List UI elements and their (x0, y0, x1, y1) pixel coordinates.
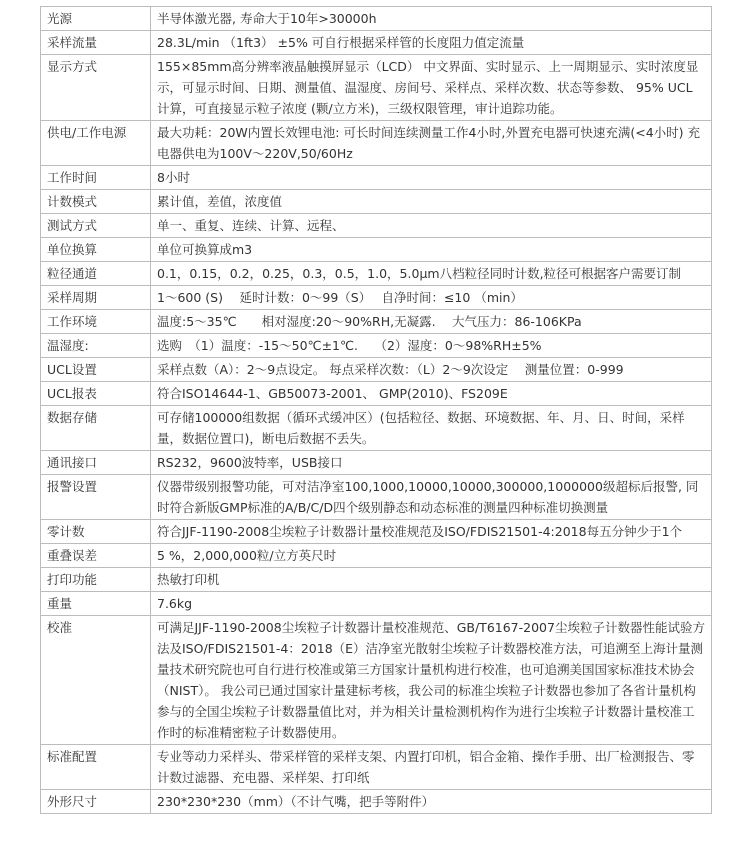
table-row (41, 286, 712, 310)
spec-value: 半导体激光器, 寿命大于10年>30000h (151, 7, 712, 31)
table-row (41, 31, 712, 55)
spec-value: 专业等动力采样头、带采样管的采样支架、内置打印机，铝合金箱、操作手册、出厂检测报告、零计数过滤器、充电器、采样架、打印纸 (151, 745, 712, 790)
spec-label: UCL设置 (41, 358, 151, 382)
spec-label: 标准配置 (41, 745, 151, 790)
table-row (41, 121, 712, 166)
spec-value: 仪器带级别报警功能，可对洁净室100,1000,10000,10000,300000,1000000级超标后报警, 同时符合新版GMP标准的A/B/C/D四个级别静态和动态标准的测量四种标准切换测量 (151, 475, 712, 520)
spec-value: 温度:5～35℃ 相对湿度:20～90%RH,无凝露. 大气压力：86-106KPa (151, 310, 712, 334)
spec-label: 温湿度: (41, 334, 151, 358)
table-row (41, 745, 712, 790)
spec-label: 工作时间 (41, 166, 151, 190)
spec-value: 采样点数（A）：2～9点设定。 每点采样次数：（L）2～9次设定 测量位置：0-999 (151, 358, 712, 382)
spec-label: 粒径通道 (41, 262, 151, 286)
table-row (41, 544, 712, 568)
table-row (41, 592, 712, 616)
table-row (41, 238, 712, 262)
spec-value: RS232，9600波特率，USB接口 (151, 451, 712, 475)
spec-value: 符合JJF-1190-2008尘埃粒子计数器计量校准规范及ISO/FDIS21501-4:2018每五分钟少于1个 (151, 520, 712, 544)
spec-label: 数据存储 (41, 406, 151, 451)
spec-label: 通讯接口 (41, 451, 151, 475)
spec-value: 符合ISO14644-1、GB50073-2001、 GMP(2010)、FS209E (151, 382, 712, 406)
spec-value: 1～600 (S) 延时计数：0～99（S） 自净时间：≤10 （min） (151, 286, 712, 310)
table-row (41, 214, 712, 238)
table-row (41, 166, 712, 190)
spec-value: 选购 （1）温度：-15～50℃±1℃. （2）湿度：0～98%RH±5% (151, 334, 712, 358)
spec-value: 可存储100000组数据（循环式缓冲区）(包括粒径、数据、环境数据、年、月、日、时间，采样量，数据位置口)，断电后数据不丢失。 (151, 406, 712, 451)
spec-label: 外形尺寸 (41, 790, 151, 814)
table-row (41, 475, 712, 520)
spec-label: 报警设置 (41, 475, 151, 520)
spec-value: 28.3L/min （1ft3） ±5% 可自行根据采样管的长度阻力值定流量 (151, 31, 712, 55)
spec-value: 0.1，0.15，0.2，0.25，0.3，0.5，1.0，5.0μm八档粒径同时计数,粒径可根据客户需要订制 (151, 262, 712, 286)
spec-label: 光源 (41, 7, 151, 31)
table-row (41, 568, 712, 592)
spec-value: 热敏打印机 (151, 568, 712, 592)
table-row (41, 310, 712, 334)
spec-label: 采样周期 (41, 286, 151, 310)
spec-label: 校准 (41, 616, 151, 745)
spec-value: 单一、重复、连续、计算、远程、 (151, 214, 712, 238)
spec-value: 8小时 (151, 166, 712, 190)
table-row (41, 55, 712, 121)
spec-label: 显示方式 (41, 55, 151, 121)
spec-label: 单位换算 (41, 238, 151, 262)
table-row (41, 382, 712, 406)
spec-label: 重量 (41, 592, 151, 616)
spec-value: 单位可换算成m3 (151, 238, 712, 262)
spec-value: 最大功耗：20W内置长效锂电池: 可长时间连续测量工作4小时,外置充电器可快速充满(<4小时) 充电器供电为100V～220V,50/60Hz (151, 121, 712, 166)
table-row (41, 616, 712, 745)
spec-label: 采样流量 (41, 31, 151, 55)
spec-label: 工作环境 (41, 310, 151, 334)
table-row (41, 520, 712, 544)
spec-label: 打印功能 (41, 568, 151, 592)
spec-label: 重叠误差 (41, 544, 151, 568)
table-row (41, 451, 712, 475)
table-row (41, 190, 712, 214)
table-row (41, 262, 712, 286)
spec-value: 7.6kg (151, 592, 712, 616)
table-row (41, 7, 712, 31)
spec-label: UCL报表 (41, 382, 151, 406)
spec-value: 可满足JJF-1190-2008尘埃粒子计数器计量校准规范、GB/T6167-2007尘埃粒子计数器性能试验方法及ISO/FDIS21501-4：2018（E）洁净室光散射尘埃粒子计数器校准方法，可追溯至上海计量测量技术研究院也可自行进行校准或第三方国家计量机构进行校准，也可追溯美国国家标准技术协会（NIST）。 我公司已通过国家计量建标考核，我公司的标准尘埃粒子计数器也参加了各省计量机构参与的全国尘埃粒子计数器量值比对，并为相关计量检测机构作为进行尘埃粒子计数器计量校准工作时的标准精密粒子计数器使用。 (151, 616, 712, 745)
specification-table (40, 6, 712, 814)
table-row (41, 790, 712, 814)
spec-value: 累计值，差值，浓度值 (151, 190, 712, 214)
spec-value: 230*230*230（mm）（不计气嘴，把手等附件） (151, 790, 712, 814)
spec-value: 5 %，2,000,000粒/立方英尺时 (151, 544, 712, 568)
spec-label: 供电/工作电源 (41, 121, 151, 166)
spec-label: 计数模式 (41, 190, 151, 214)
table-row (41, 334, 712, 358)
spec-label: 零计数 (41, 520, 151, 544)
spec-label: 测试方式 (41, 214, 151, 238)
specification-table-body (41, 7, 712, 814)
spec-value: 155×85mm高分辨率液晶触摸屏显示（LCD） 中文界面、实时显示、上一周期显示、实时浓度显示，可显示时间、日期、测量值、温湿度、房间号、采样点、采样次数、状态等参数、 95% UCL计算，可直接显示粒子浓度 (颗/立方米)，三级权限管理，审计追踪功能。 (151, 55, 712, 121)
table-row (41, 358, 712, 382)
table-row (41, 406, 712, 451)
